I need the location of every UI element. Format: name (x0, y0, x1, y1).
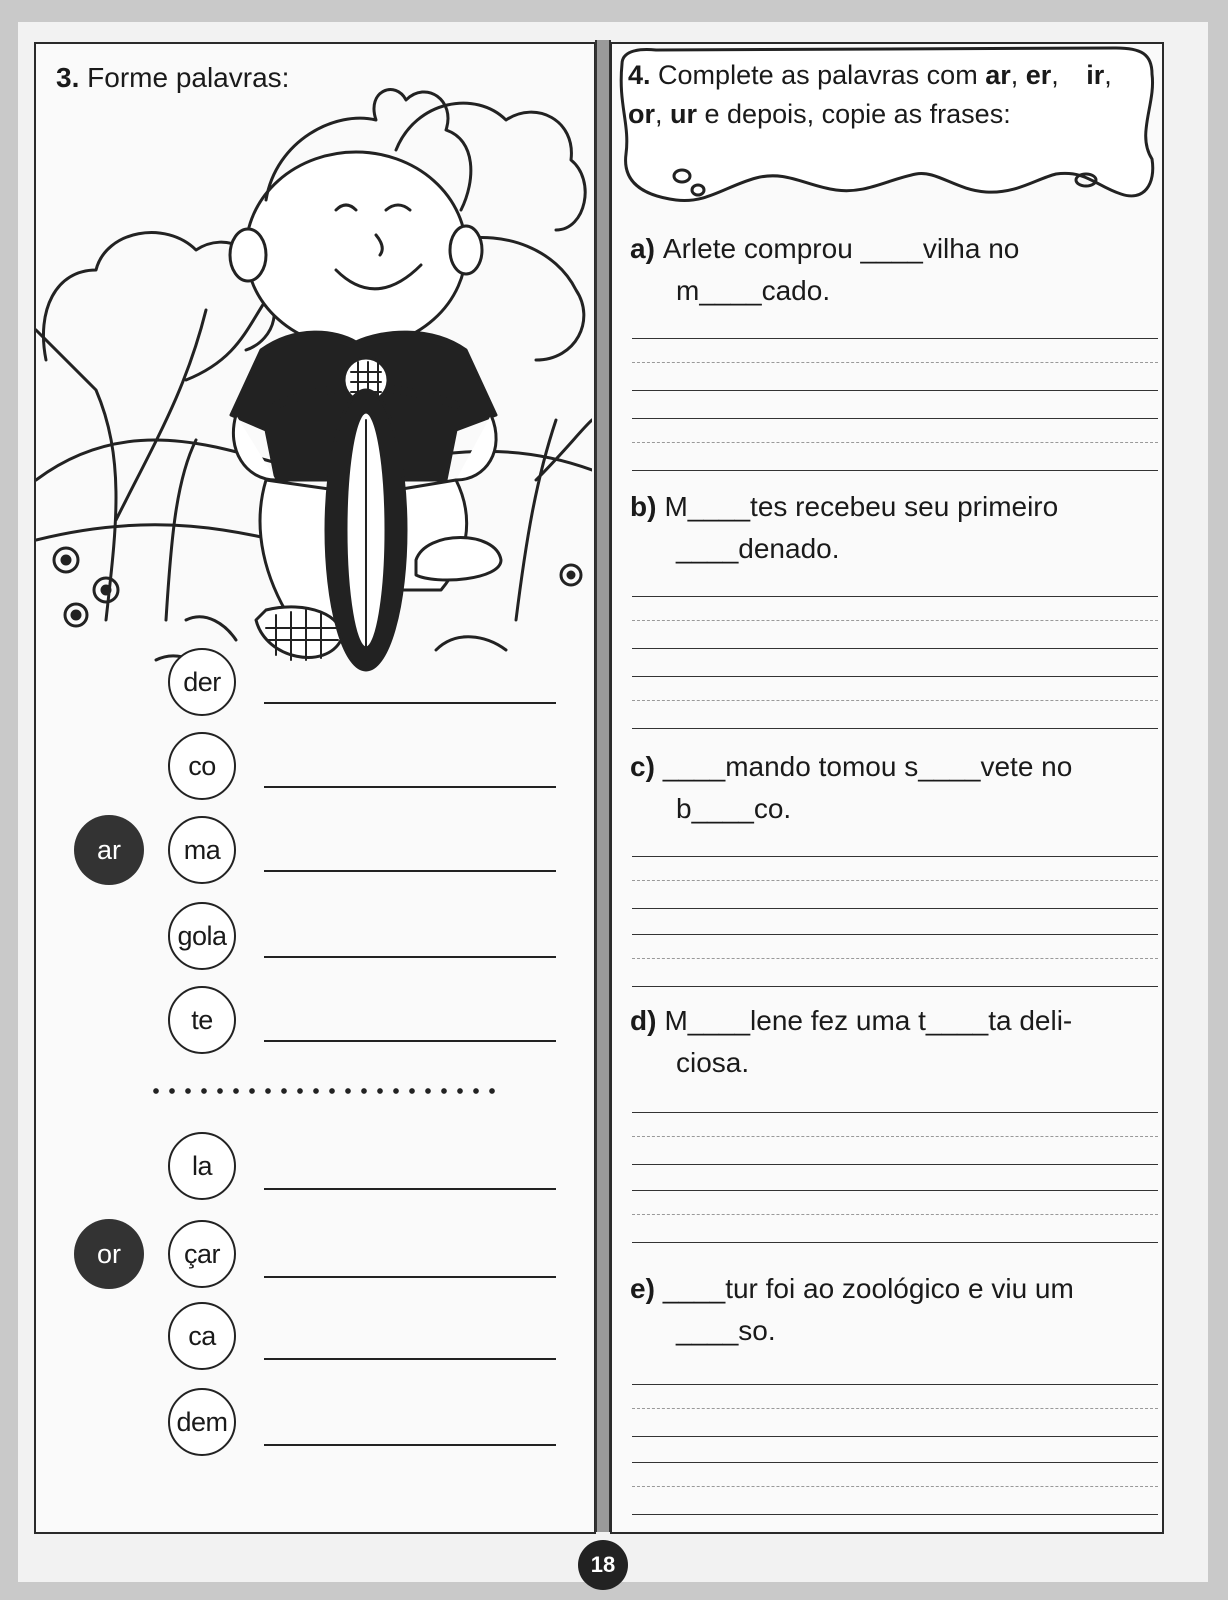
writing-line[interactable] (632, 1436, 1158, 1437)
question-label: a) (630, 233, 655, 264)
writing-line[interactable] (632, 1164, 1158, 1165)
writing-guide-line (632, 1214, 1158, 1215)
syllable-circle: la (168, 1132, 236, 1200)
syllable-circle: dem (168, 1388, 236, 1456)
syllable-circle: çar (168, 1220, 236, 1288)
answer-line[interactable] (264, 1188, 556, 1190)
option-ir: ir (1086, 60, 1105, 90)
question-line-2: ____so. (676, 1315, 776, 1346)
writing-line[interactable] (632, 1462, 1158, 1463)
answer-line[interactable] (264, 1444, 556, 1446)
boy-on-bicycle-illustration (36, 60, 592, 680)
question-label: e) (630, 1273, 655, 1304)
answer-line[interactable] (264, 1040, 556, 1042)
exercise-3-heading (56, 62, 289, 94)
answer-line[interactable] (264, 956, 556, 958)
question-b (630, 486, 1152, 570)
answer-line[interactable] (264, 786, 556, 788)
writing-line[interactable] (632, 934, 1158, 935)
column-divider (595, 40, 611, 1532)
writing-line[interactable] (632, 418, 1158, 419)
option-er: er (1025, 60, 1052, 90)
question-line-2: m____cado. (676, 275, 831, 306)
question-line-1: ____mando tomou s____vete no (662, 751, 1073, 782)
question-line-1: Arlete comprou ____vilha no (662, 233, 1020, 264)
exercise-4-title-part1: Complete as palavras com (658, 60, 986, 90)
writing-line[interactable] (632, 856, 1158, 857)
question-label: b) (630, 491, 657, 522)
writing-line[interactable] (632, 1242, 1158, 1243)
question-line-2: b____co. (676, 793, 792, 824)
answer-line[interactable] (264, 870, 556, 872)
writing-guide-line (632, 1136, 1158, 1137)
exercise-3-number: 3. (56, 62, 80, 93)
answer-line[interactable] (264, 702, 556, 704)
exercise-4-heading: 4. Complete as palavras com ar, er, ir, or, ur e depois, copie as frases: (628, 60, 1112, 129)
page-number: 18 (578, 1540, 628, 1590)
syllable-circle: co (168, 732, 236, 800)
writing-guide-line (632, 1486, 1158, 1487)
writing-guide-line (632, 620, 1158, 621)
writing-line[interactable] (632, 986, 1158, 987)
option-ur: ur (670, 99, 698, 129)
question-line-2: ciosa. (676, 1047, 750, 1078)
question-line-1: M____tes recebeu seu primeiro (664, 491, 1059, 522)
question-line-1: M____lene fez uma t____ta deli- (664, 1005, 1073, 1036)
syllable-circle: gola (168, 902, 236, 970)
option-ar: ar (985, 60, 1011, 90)
dotted-separator (148, 1087, 498, 1095)
syllable-circle: ma (168, 816, 236, 884)
writing-line[interactable] (632, 1514, 1158, 1515)
exercise-4-title-part2: e depois, copie as frases: (697, 99, 1011, 129)
writing-line[interactable] (632, 1384, 1158, 1385)
writing-line[interactable] (632, 390, 1158, 391)
question-c (630, 746, 1152, 830)
syllable-badge-or: or (74, 1219, 144, 1289)
writing-guide-line (632, 958, 1158, 959)
writing-line[interactable] (632, 596, 1158, 597)
question-line-2: ____denado. (676, 533, 840, 564)
writing-guide-line (632, 1408, 1158, 1409)
syllable-badge-ar: ar (74, 815, 144, 885)
question-d (630, 1000, 1152, 1084)
writing-line[interactable] (632, 648, 1158, 649)
question-e (630, 1268, 1152, 1352)
writing-line[interactable] (632, 728, 1158, 729)
question-a (630, 228, 1152, 312)
exercise-4-number: 4. (628, 60, 651, 90)
syllable-circle: ca (168, 1302, 236, 1370)
question-label: d) (630, 1005, 657, 1036)
question-line-1: ____tur foi ao zoológico e viu um (662, 1273, 1074, 1304)
writing-line[interactable] (632, 338, 1158, 339)
writing-guide-line (632, 442, 1158, 443)
question-label: c) (630, 751, 655, 782)
answer-line[interactable] (264, 1276, 556, 1278)
exercise-3-title: Forme palavras: (87, 62, 290, 93)
writing-line[interactable] (632, 470, 1158, 471)
writing-line[interactable] (632, 1112, 1158, 1113)
writing-line[interactable] (632, 676, 1158, 677)
writing-line[interactable] (632, 1190, 1158, 1191)
writing-line[interactable] (632, 908, 1158, 909)
writing-guide-line (632, 880, 1158, 881)
writing-guide-line (632, 700, 1158, 701)
writing-guide-line (632, 362, 1158, 363)
option-or: or (628, 99, 655, 129)
syllable-circle: te (168, 986, 236, 1054)
answer-line[interactable] (264, 1358, 556, 1360)
syllable-circle: der (168, 648, 236, 716)
